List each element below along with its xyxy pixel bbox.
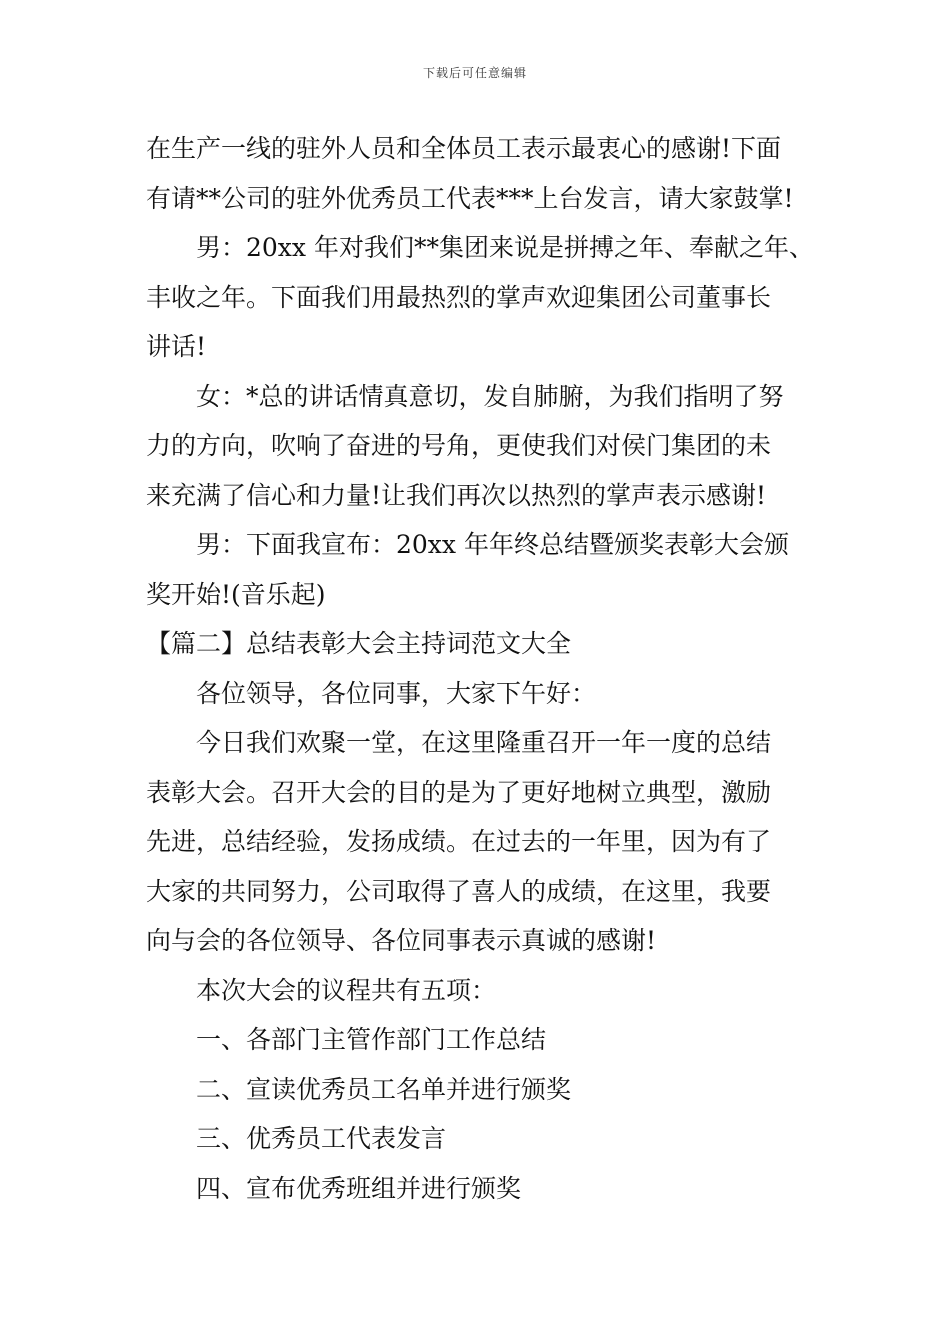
text-line: 先进，总结经验，发扬成绩。在过去的一年里，因为有了 xyxy=(146,827,772,856)
text-line: 表彰大会。召开大会的目的是为了更好地树立典型，激励 xyxy=(146,777,772,807)
text-line: 本次大会的议程共有五项： xyxy=(196,975,497,1005)
document-body xyxy=(146,124,836,1213)
agenda-item: 二、宣读优秀员工名单并进行颁奖 xyxy=(196,1074,572,1104)
text-line: 力的方向，吹响了奋进的号角，更使我们对侯门集团的未 xyxy=(146,431,772,460)
agenda-item: 三、优秀员工代表发言 xyxy=(196,1124,447,1153)
text-line: 向与会的各位领导、各位同事表示真诚的感谢! xyxy=(146,926,657,955)
text-line: 来充满了信心和力量!让我们再次以热烈的掌声表示感谢! xyxy=(146,480,767,510)
text-line: 丰收之年。下面我们用最热烈的掌声欢迎集团公司董事长 xyxy=(146,282,772,312)
text-line: 男：下面我宣布：20xx 年年终总结暨颁奖表彰大会颁 xyxy=(196,530,789,559)
header-note: 下载后可任意编辑 xyxy=(422,66,527,80)
agenda-item: 一、各部门主管作部门工作总结 xyxy=(196,1025,547,1054)
text-line: 男：20xx 年对我们**集团来说是拼搏之年、奉献之年、 xyxy=(196,233,814,262)
text-line: 在生产一线的驻外人员和全体员工表示最衷心的感谢!下面 xyxy=(146,134,782,163)
text-line: 讲话! xyxy=(146,332,207,361)
agenda-item: 四、宣布优秀班组并进行颁奖 xyxy=(196,1173,522,1203)
section-heading: 【篇二】总结表彰大会主持词范文大全 xyxy=(146,629,572,658)
text-line: 女：*总的讲话情真意切，发自肺腑，为我们指明了努 xyxy=(196,381,784,411)
text-line: 大家的共同努力，公司取得了喜人的成绩，在这里，我要 xyxy=(146,876,772,906)
text-line: 各位领导，各位同事，大家下午好： xyxy=(196,678,597,708)
text-line: 今日我们欢聚一堂，在这里隆重召开一年一度的总结 xyxy=(196,728,772,757)
text-line: 奖开始!(音乐起) xyxy=(146,579,326,609)
text-line: 有请**公司的驻外优秀员工代表***上台发言，请大家鼓掌! xyxy=(146,183,794,213)
